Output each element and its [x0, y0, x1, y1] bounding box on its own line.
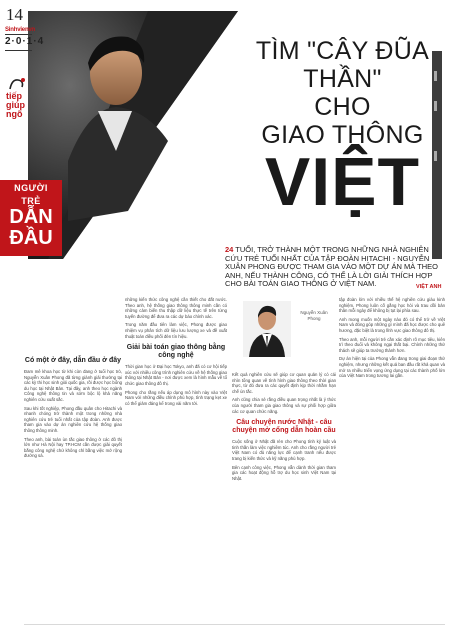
paragraph: Trong năm đầu tiên làm việc, Phong được giao nhiệm vụ phân tích dữ liệu lưu lượng xe và đề xuất thuật toán điều phối đèn tín hiệu. [125, 322, 227, 339]
paragraph: những kiến thức công nghệ cần thiết cho đất nước. Theo anh, hệ thống giao thông thông minh cần có những cảm biến thu thập dữ liệu thực tế trên từng tuyến đường để đưa ra các dự báo chính xác. [125, 297, 227, 319]
tag-line: NGƯỜI [14, 183, 48, 193]
paragraph: Phong cho rằng nếu áp dụng mô hình này vào Việt Nam với những điều chỉnh phù hợp, tình trạng kẹt xe có thể giảm đáng kể trong vài năm tới. [125, 389, 227, 406]
headline-line: THẦN" [303, 65, 382, 93]
paragraph: Cuộc sống ở Nhật đã rèn cho Phong tính kỷ luật và tinh thần làm việc nghiêm túc. Anh cho rằng người trẻ Việt Nam có đủ năng lực để cạnh tranh nếu được trang bị kiến thức và kỹ năng phù hợp. [232, 439, 336, 461]
headline-line: TÌM "CÂY ĐŨA [255, 37, 430, 65]
left-rail [0, 0, 45, 642]
section-label [6, 92, 36, 119]
tag-line: DẪN [9, 206, 53, 228]
paragraph: Anh mong muốn một ngày nào đó có thể trở về Việt Nam và đóng góp những gì mình đã học được cho quê hương, đặc biệt là trong lĩnh vực giao thông đô thị. [339, 316, 445, 333]
portrait-caption: Nguyễn Xuân Phong [300, 310, 328, 321]
paragraph: Dự án hiện tại của Phong vẫn đang trong giai đoạn thử nghiệm, nhưng những kết quả ban đầu rất khả quan và mở ra nhiều triển vọng ứng dụng tại các thành phố lớn của Việt Nam trong tương lai gần. [339, 356, 445, 379]
paragraph: tập đoàn lớn với nhiều thế hệ nghiên cứu giàu kinh nghiệm, Phong luôn cố gắng học hỏi và trau dồi bản thân mỗi ngày để không bị tụt lại phía sau. [339, 297, 445, 314]
rail-divider [5, 34, 32, 35]
standfirst [225, 246, 445, 289]
rail-divider [5, 50, 32, 51]
article-column-2 [125, 297, 227, 409]
footer-rule [24, 624, 445, 625]
paragraph: Kết quả nghiên cứu sẽ giúp cơ quan quản lý có cái nhìn tổng quan về tình hình giao thông theo thời gian thực, từ đó đưa ra các quyết định kịp thời nhằm hạn chế ùn tắc. [232, 372, 336, 394]
paragraph: Sau khi tốt nghiệp, Phong đầu quân cho Hitachi và nhanh chóng trở thành một trong những nhà nghiên cứu trẻ tuổi nhất của tập đoàn. Anh được tham gia vào dự án nghiên cứu hệ thống giao thông thông minh. [24, 405, 122, 433]
tag-line: ĐẦU [9, 227, 53, 249]
column-tag [0, 180, 62, 256]
section-label-line: tiếp [6, 91, 23, 101]
section-label-line: ngõ [6, 109, 23, 119]
paragraph: Thời gian học ở Đại học Tokyo, anh đã có cơ hội tiếp xúc với nhiều công trình nghiên cứu về hệ thống giao thông tại Nhật Bản - nơi được xem là hình mẫu về tổ chức giao thông đô thị. [125, 364, 227, 386]
headline-big-word: VIỆT [264, 144, 421, 220]
paragraph: Đam mê khoa học từ khi còn đang ở tuổi học trò, Nguyễn Xuân Phong đã từng giành giải thưởng tại các kỳ thi học sinh giỏi quốc gia, rồi được học bổng du học tại Nhật Bản. Tại đây, anh theo học ngành Công nghệ thông tin và sớm bộc lộ khả năng nghiên cứu xuất sắc. [24, 369, 122, 402]
headline-line: GIAO THÔNG [261, 121, 424, 149]
tag-line: TRẺ [21, 196, 41, 206]
page-number: 14 [6, 5, 23, 24]
subheading: Câu chuyện nước Nhật - câu chuyện mở cổng dẫn hoàn cầu [232, 419, 336, 435]
subheading: Giải bài toán giao thông bằng công nghệ [126, 344, 226, 360]
headline-line: CHO [314, 93, 371, 121]
paragraph: Bên cạnh công việc, Phong vẫn dành thời gian tham gia các hoạt động hỗ trợ du học sinh Việt Nam tại Nhật. [232, 464, 336, 481]
standfirst-number: 24 [225, 245, 234, 254]
paragraph: Theo anh, mỗi người trẻ cần xác định rõ mục tiêu, kiên trì theo đuổi và không ngại thất bại. Chính những thử thách sẽ giúp ta trưởng thành hơn. [339, 336, 445, 353]
portrait-photo [243, 301, 291, 357]
article-column-3 [232, 372, 336, 484]
section-logo-icon [8, 77, 28, 91]
article-column-4 [339, 297, 445, 382]
section-label-line: giúp [6, 100, 25, 110]
paragraph: Anh cũng chia sẻ rằng điều quan trọng nhất là ý thức của người tham gia giao thông và sự phối hợp giữa các cơ quan chức năng. [232, 397, 336, 414]
publication-logo: Sinhvienvn [5, 27, 36, 33]
standfirst-text: TUỔI, TRỞ THÀNH MỘT TRONG NHỮNG NHÀ NGHIÊN CỨU TRẺ TUỔI NHẤT CỦA TẬP ĐOÀN HITACHI - NGUYỄN XUÂN PHONG ĐƯỢC THAM GIA VÀO MỘT DỰ ÁN MÀ THEO ANH, NẾU THÀNH CÔNG, CÓ THỂ LÀ LỜI GIẢI THÍCH HỢP CHO BÀI TOÁN GIAO THÔNG Ở VIỆT NAM. [225, 245, 439, 289]
article-column-1 [24, 352, 122, 462]
subheading: Có một ở đây, dẫn đầu ở đây [24, 357, 122, 364]
issue-year: 2·0·1·4 [5, 36, 45, 47]
paragraph: Theo anh, bài toán ùn tắc giao thông ở các đô thị lớn như Hà Nội hay TP.HCM cần được giải quyết bằng công nghệ chứ không chỉ bằng việc mở rộng đường sá. [24, 436, 122, 459]
byline: VIỆT ANH [416, 284, 442, 290]
headline [240, 37, 445, 220]
